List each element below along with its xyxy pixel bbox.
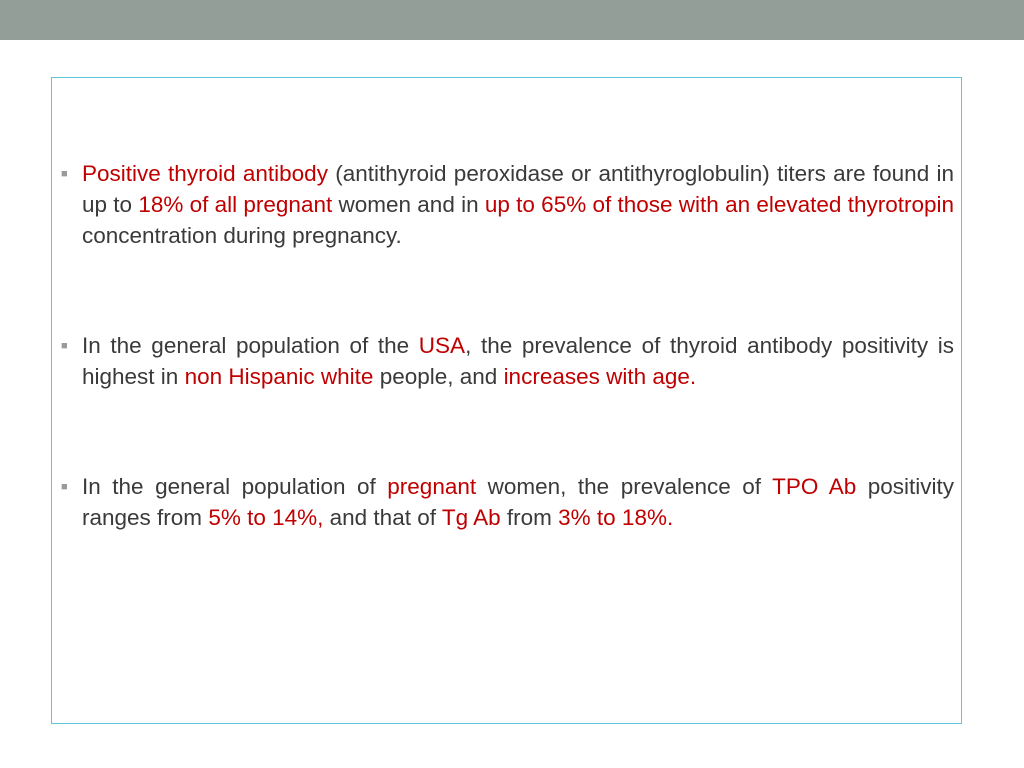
text-segment: up to 65% of those with an elevated thyrotropin	[484, 192, 954, 217]
text-segment: In the general population of	[82, 474, 388, 499]
text-segment: 18% of all pregnant	[138, 192, 333, 217]
text-segment: concentration during pregnancy.	[82, 223, 402, 248]
text-segment: from	[500, 505, 559, 530]
bullet-text	[82, 471, 954, 533]
slide-content-frame	[51, 77, 962, 724]
text-segment: (antithyroid peroxidase or antithyroglobulin) titers are found in up to	[82, 161, 955, 217]
text-segment: women and in	[332, 192, 485, 217]
text-segment: USA	[418, 333, 466, 358]
text-segment: Positive thyroid antibody	[82, 161, 328, 186]
text-segment: positivity ranges from	[82, 474, 955, 530]
text-segment: 5% to 14%,	[208, 505, 324, 530]
text-segment: non Hispanic white	[184, 364, 374, 389]
square-bullet-icon: ■	[61, 481, 68, 493]
text-segment: pregnant	[387, 474, 477, 499]
bullet-text	[82, 158, 954, 251]
text-segment: 3% to 18%.	[558, 505, 674, 530]
bullet-text	[82, 330, 954, 392]
text-segment: , the prevalence of thyroid antibody positivity is highest in	[82, 333, 954, 389]
text-segment: Tg Ab	[441, 505, 501, 530]
text-segment: TPO Ab	[772, 474, 857, 499]
square-bullet-icon: ■	[61, 168, 68, 180]
text-segment: people, and	[373, 364, 504, 389]
text-segment: In the general population of the	[82, 333, 419, 358]
text-segment: and that of	[323, 505, 442, 530]
text-segment: women, the prevalence of	[476, 474, 773, 499]
header-band	[0, 0, 1024, 40]
text-segment: increases with age.	[503, 364, 697, 389]
square-bullet-icon: ■	[61, 340, 68, 352]
